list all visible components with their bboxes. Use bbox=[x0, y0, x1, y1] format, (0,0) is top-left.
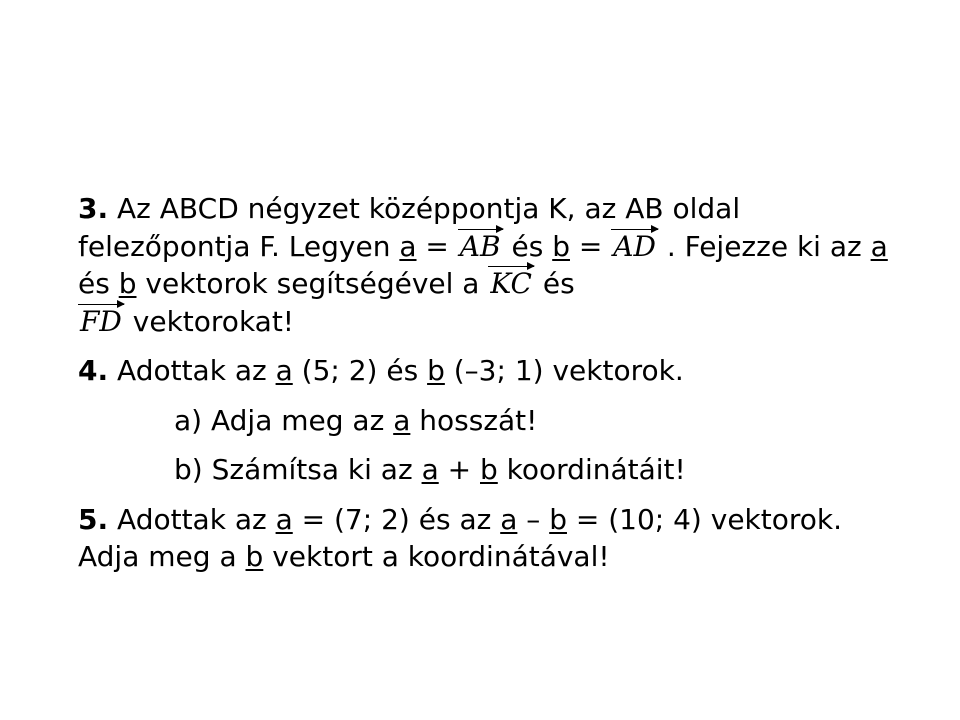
vector-a: a bbox=[275, 354, 293, 388]
vector-b: b bbox=[427, 354, 445, 388]
vector-a: a bbox=[399, 229, 417, 263]
task-3-text: és bbox=[78, 267, 119, 301]
task-4b-paragraph bbox=[78, 451, 898, 489]
task-4-paragraph bbox=[78, 352, 898, 390]
vector-b: b bbox=[245, 540, 264, 574]
vector-b: b bbox=[552, 229, 570, 263]
task-4a-text: a) Adja meg az bbox=[174, 403, 394, 437]
task-3-text: = bbox=[569, 229, 612, 263]
vector-b: b bbox=[549, 502, 567, 536]
task-5-number: 5. bbox=[78, 502, 109, 536]
task-3-text: Az ABCD négyzet középpontja K, az AB oldal felezőpontja F. Legyen bbox=[78, 192, 741, 263]
task-4b-text: + bbox=[438, 453, 480, 487]
task-4b-text: koordinátáit! bbox=[497, 453, 686, 487]
vector-fd: FD bbox=[78, 303, 124, 341]
vector-b: b bbox=[480, 453, 498, 487]
task-4-text: (5; 2) és bbox=[292, 354, 428, 388]
task-3-paragraph bbox=[78, 190, 898, 340]
task-3-text: vektorokat! bbox=[123, 304, 295, 338]
vector-ab: AB bbox=[458, 228, 503, 266]
task-5-text: = (10; 4) vektorok. Adja meg a bbox=[78, 502, 843, 574]
task-4-text: (–3; 1) vektorok. bbox=[444, 354, 684, 388]
task-3-number: 3. bbox=[78, 192, 109, 225]
task-3-text: és bbox=[502, 229, 553, 263]
task-5-text: = (7; 2) és az bbox=[292, 502, 501, 536]
vector-ad: AD bbox=[611, 228, 658, 266]
task-3-text: vektorok segítségével a bbox=[136, 267, 489, 301]
vector-a: a bbox=[421, 453, 439, 487]
task-4-text: Adottak az bbox=[108, 354, 276, 388]
task-5-text: Adottak az bbox=[108, 502, 276, 536]
vector-b: b bbox=[118, 267, 137, 301]
slide-content bbox=[78, 190, 898, 576]
task-5-paragraph bbox=[78, 501, 898, 576]
vector-a: a bbox=[275, 502, 293, 536]
task-5-text: – bbox=[517, 502, 550, 536]
vector-a: a bbox=[500, 502, 518, 536]
vector-a: a bbox=[393, 403, 411, 437]
task-4-number: 4. bbox=[78, 354, 109, 388]
vector-kc: KC bbox=[488, 265, 534, 303]
task-3-text: és bbox=[533, 267, 575, 301]
task-4a-paragraph bbox=[78, 402, 898, 440]
vector-a: a bbox=[870, 229, 888, 263]
task-3-text: . Fejezze ki az bbox=[657, 229, 871, 263]
task-3-text: = bbox=[416, 229, 458, 263]
task-4b-text: b) Számítsa ki az bbox=[174, 453, 422, 487]
task-4a-text: hosszát! bbox=[410, 403, 538, 437]
task-5-text: vektort a koordinátával! bbox=[263, 540, 610, 574]
